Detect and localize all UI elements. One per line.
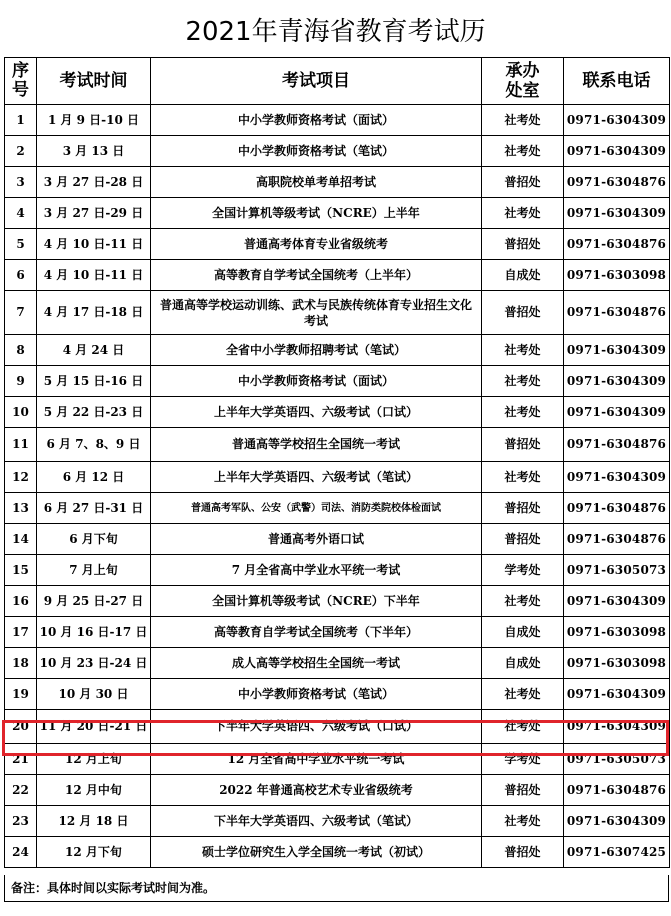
header-time: 考试时间 xyxy=(37,58,151,105)
page-title: 2021年青海省教育考试历 xyxy=(185,17,486,47)
row-phone: 0971-6303098 xyxy=(564,648,670,679)
row-phone: 0971-6304309 xyxy=(564,198,670,229)
row-exam-time: 7 月上旬 xyxy=(37,555,151,586)
row-office: 社考处 xyxy=(482,136,564,167)
row-office: 自成处 xyxy=(482,648,564,679)
row-exam-item: 中小学教师资格考试（笔试） xyxy=(151,136,482,167)
row-office: 社考处 xyxy=(482,105,564,136)
row-office: 社考处 xyxy=(482,335,564,366)
row-exam-item: 高等教育自学考试全国统考（下半年） xyxy=(151,617,482,648)
row-exam-time: 9 月 25 日-27 日 xyxy=(37,586,151,617)
row-exam-item: 上半年大学英语四、六级考试（口试） xyxy=(151,397,482,428)
table-row xyxy=(5,744,670,775)
header-office xyxy=(482,58,564,105)
row-exam-time: 10 月 23 日-24 日 xyxy=(37,648,151,679)
table-row xyxy=(5,493,670,524)
row-exam-time: 3 月 27 日-28 日 xyxy=(37,167,151,198)
table-row xyxy=(5,366,670,397)
row-exam-time: 12 月上旬 xyxy=(37,744,151,775)
table-row xyxy=(5,335,670,366)
row-exam-time: 12 月中旬 xyxy=(37,775,151,806)
row-office: 社考处 xyxy=(482,806,564,837)
row-phone: 0971-6304309 xyxy=(564,586,670,617)
row-phone: 0971-6304309 xyxy=(564,397,670,428)
header-seq xyxy=(5,58,37,105)
row-exam-item: 普通高等学校招生全国统一考试 xyxy=(151,428,482,462)
row-phone: 0971-6304309 xyxy=(564,806,670,837)
row-phone: 0971-6305073 xyxy=(564,555,670,586)
table-row xyxy=(5,260,670,291)
row-office: 社考处 xyxy=(482,198,564,229)
row-exam-time: 5 月 22 日-23 日 xyxy=(37,397,151,428)
row-phone: 0971-6304876 xyxy=(564,291,670,335)
row-office: 普招处 xyxy=(482,837,564,868)
table-row xyxy=(5,710,670,744)
row-exam-time: 4 月 24 日 xyxy=(37,335,151,366)
header-office-label: 承办处室 xyxy=(505,61,540,101)
row-exam-item: 高职院校单考单招考试 xyxy=(151,167,482,198)
row-exam-time: 4 月 10 日-11 日 xyxy=(37,229,151,260)
table-row xyxy=(5,775,670,806)
row-phone: 0971-6304876 xyxy=(564,229,670,260)
table-row xyxy=(5,648,670,679)
header-item: 考试项目 xyxy=(151,58,482,105)
row-exam-time: 12 月 18 日 xyxy=(37,806,151,837)
row-office: 社考处 xyxy=(482,462,564,493)
row-exam-time: 12 月下旬 xyxy=(37,837,151,868)
row-exam-time: 10 月 30 日 xyxy=(37,679,151,710)
row-exam-time: 4 月 17 日-18 日 xyxy=(37,291,151,335)
row-phone: 0971-6304876 xyxy=(564,493,670,524)
row-exam-time: 3 月 27 日-29 日 xyxy=(37,198,151,229)
row-number: 11 xyxy=(5,428,37,462)
row-exam-item: 高等教育自学考试全国统考（上半年） xyxy=(151,260,482,291)
row-phone: 0971-6307425 xyxy=(564,837,670,868)
table-row xyxy=(5,806,670,837)
row-number: 14 xyxy=(5,524,37,555)
row-exam-time: 11 月 20 日-21 日 xyxy=(37,710,151,744)
table-row xyxy=(5,586,670,617)
row-phone: 0971-6304309 xyxy=(564,335,670,366)
row-exam-item: 全国计算机等级考试（NCRE）下半年 xyxy=(151,586,482,617)
row-number: 4 xyxy=(5,198,37,229)
row-number: 9 xyxy=(5,366,37,397)
row-office: 社考处 xyxy=(482,710,564,744)
table-row xyxy=(5,428,670,462)
row-exam-time: 6 月下旬 xyxy=(37,524,151,555)
row-phone: 0971-6304876 xyxy=(564,524,670,555)
table-row xyxy=(5,136,670,167)
row-exam-time: 6 月 27 日-31 日 xyxy=(37,493,151,524)
row-exam-item: 普通高等学校运动训练、武术与民族传统体育专业招生文化考试 xyxy=(151,291,482,335)
row-exam-item: 下半年大学英语四、六级考试（口试） xyxy=(151,710,482,744)
row-exam-time: 6 月 7、8、9 日 xyxy=(37,428,151,462)
row-exam-time: 3 月 13 日 xyxy=(37,136,151,167)
row-number: 6 xyxy=(5,260,37,291)
table-row xyxy=(5,229,670,260)
table-row xyxy=(5,555,670,586)
row-office: 社考处 xyxy=(482,679,564,710)
table-row xyxy=(5,291,670,335)
row-office: 普招处 xyxy=(482,229,564,260)
row-number: 3 xyxy=(5,167,37,198)
row-office: 普招处 xyxy=(482,291,564,335)
row-exam-item: 全省中小学教师招聘考试（笔试） xyxy=(151,335,482,366)
row-office: 普招处 xyxy=(482,524,564,555)
row-exam-item: 中小学教师资格考试（面试） xyxy=(151,366,482,397)
row-office: 自成处 xyxy=(482,617,564,648)
row-exam-item: 12 月全省高中学业水平统一考试 xyxy=(151,744,482,775)
footnote: 备注：具体时间以实际考试时间为准。 xyxy=(4,875,669,902)
row-exam-item: 下半年大学英语四、六级考试（笔试） xyxy=(151,806,482,837)
row-phone: 0971-6304309 xyxy=(564,679,670,710)
row-office: 普招处 xyxy=(482,493,564,524)
row-phone: 0971-6304876 xyxy=(564,428,670,462)
table-row xyxy=(5,837,670,868)
row-exam-item: 中小学教师资格考试（面试） xyxy=(151,105,482,136)
row-exam-time: 4 月 10 日-11 日 xyxy=(37,260,151,291)
table-row xyxy=(5,105,670,136)
row-exam-item: 7 月全省高中学业水平统一考试 xyxy=(151,555,482,586)
row-number: 19 xyxy=(5,679,37,710)
row-number: 23 xyxy=(5,806,37,837)
table-row xyxy=(5,462,670,493)
row-office: 学考处 xyxy=(482,744,564,775)
row-number: 1 xyxy=(5,105,37,136)
row-office: 普招处 xyxy=(482,428,564,462)
row-number: 24 xyxy=(5,837,37,868)
row-number: 12 xyxy=(5,462,37,493)
row-number: 7 xyxy=(5,291,37,335)
row-number: 18 xyxy=(5,648,37,679)
header-phone: 联系电话 xyxy=(564,58,670,105)
table-row xyxy=(5,198,670,229)
table-row xyxy=(5,524,670,555)
row-phone: 0971-6304309 xyxy=(564,462,670,493)
row-office: 自成处 xyxy=(482,260,564,291)
row-number: 5 xyxy=(5,229,37,260)
row-phone: 0971-6304309 xyxy=(564,710,670,744)
row-exam-item: 2022 年普通高校艺术专业省级统考 xyxy=(151,775,482,806)
table-row xyxy=(5,397,670,428)
row-number: 15 xyxy=(5,555,37,586)
row-exam-time: 1 月 9 日-10 日 xyxy=(37,105,151,136)
row-number: 17 xyxy=(5,617,37,648)
row-number: 13 xyxy=(5,493,37,524)
row-phone: 0971-6304309 xyxy=(564,136,670,167)
row-number: 22 xyxy=(5,775,37,806)
row-exam-item: 硕士学位研究生入学全国统一考试（初试） xyxy=(151,837,482,868)
table-row xyxy=(5,617,670,648)
row-phone: 0971-6305073 xyxy=(564,744,670,775)
row-exam-item: 普通高考外语口试 xyxy=(151,524,482,555)
row-number: 21 xyxy=(5,744,37,775)
row-exam-item: 成人高等学校招生全国统一考试 xyxy=(151,648,482,679)
row-office: 社考处 xyxy=(482,397,564,428)
row-phone: 0971-6304309 xyxy=(564,366,670,397)
row-exam-item: 普通高考体育专业省级统考 xyxy=(151,229,482,260)
row-phone: 0971-6304876 xyxy=(564,167,670,198)
row-phone: 0971-6303098 xyxy=(564,617,670,648)
table-header-row xyxy=(5,58,670,105)
row-office: 普招处 xyxy=(482,167,564,198)
table-row xyxy=(5,679,670,710)
row-exam-item: 全国计算机等级考试（NCRE）上半年 xyxy=(151,198,482,229)
row-office: 学考处 xyxy=(482,555,564,586)
row-phone: 0971-6303098 xyxy=(564,260,670,291)
row-number: 2 xyxy=(5,136,37,167)
row-exam-time: 10 月 16 日-17 日 xyxy=(37,617,151,648)
row-exam-item: 上半年大学英语四、六级考试（笔试） xyxy=(151,462,482,493)
row-exam-time: 6 月 12 日 xyxy=(37,462,151,493)
row-phone: 0971-6304309 xyxy=(564,105,670,136)
row-exam-item: 普通高考军队、公安（武警）司法、消防类院校体检面试 xyxy=(151,493,482,524)
exam-calendar-table xyxy=(4,57,670,868)
row-phone: 0971-6304876 xyxy=(564,775,670,806)
row-number: 16 xyxy=(5,586,37,617)
row-number: 20 xyxy=(5,710,37,744)
header-seq-label: 序号 xyxy=(12,61,29,100)
row-number: 8 xyxy=(5,335,37,366)
row-exam-item: 中小学教师资格考试（笔试） xyxy=(151,679,482,710)
table-row xyxy=(5,167,670,198)
row-exam-time: 5 月 15 日-16 日 xyxy=(37,366,151,397)
row-number: 10 xyxy=(5,397,37,428)
row-office: 社考处 xyxy=(482,366,564,397)
row-office: 普招处 xyxy=(482,775,564,806)
row-office: 社考处 xyxy=(482,586,564,617)
